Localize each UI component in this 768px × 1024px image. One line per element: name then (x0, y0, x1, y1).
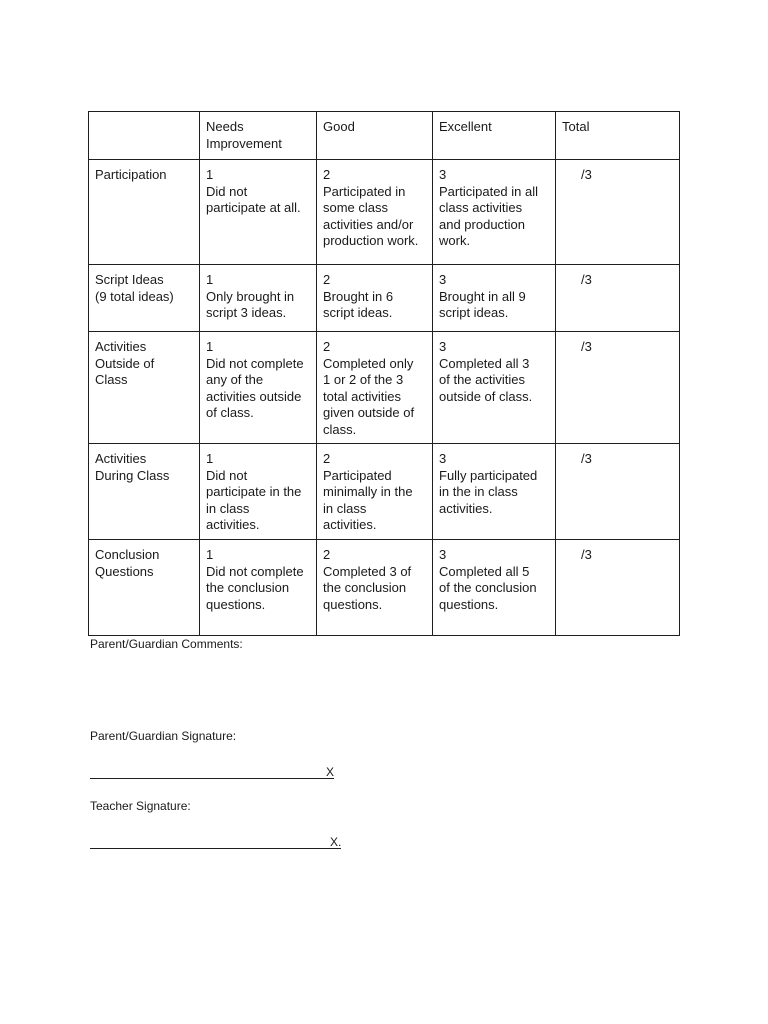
header-total: Total (556, 112, 680, 160)
criterion-cell: Script Ideas (9 total ideas) (89, 265, 200, 332)
criterion-cell: Activities During Class (89, 444, 200, 540)
header-good: Good (317, 112, 433, 160)
excellent-cell: 3 Fully participated in the in class activities. (433, 444, 556, 540)
header-blank-cell (89, 112, 200, 160)
total-cell: /3 (556, 160, 680, 265)
rubric-table (88, 111, 680, 636)
good-cell: 2 Participated minimally in the in class activities. (317, 444, 433, 540)
needs-improvement-cell: 1 Did not complete the conclusion questions. (200, 540, 317, 636)
good-cell: 2 Brought in 6 script ideas. (317, 265, 433, 332)
teacher-signature-mark: X. (330, 835, 342, 849)
table-row (89, 265, 680, 332)
excellent-cell: 3 Brought in all 9 script ideas. (433, 265, 556, 332)
parent-signature-mark: X (326, 765, 335, 779)
rubric-header-row (89, 112, 680, 160)
needs-improvement-cell: 1 Only brought in script 3 ideas. (200, 265, 317, 332)
teacher-signature-line[interactable] (90, 848, 341, 849)
excellent-cell: 3 Completed all 5 of the conclusion questions. (433, 540, 556, 636)
parent-comments-label: Parent/Guardian Comments: (90, 637, 243, 651)
parent-signature-line[interactable] (90, 778, 334, 779)
table-row (89, 160, 680, 265)
needs-improvement-cell: 1 Did not participate at all. (200, 160, 317, 265)
total-cell: /3 (556, 540, 680, 636)
parent-signature-label: Parent/Guardian Signature: (90, 729, 237, 743)
excellent-cell: 3 Participated in all class activities and production work. (433, 160, 556, 265)
good-cell: 2 Completed only 1 or 2 of the 3 total activities given outside of class. (317, 332, 433, 444)
teacher-signature-label: Teacher Signature: (90, 799, 191, 813)
header-needs-improvement: Needs Improvement (200, 112, 317, 160)
criterion-cell: Conclusion Questions (89, 540, 200, 636)
table-row (89, 332, 680, 444)
criterion-cell: Activities Outside of Class (89, 332, 200, 444)
total-cell: /3 (556, 332, 680, 444)
good-cell: 2 Completed 3 of the conclusion questions. (317, 540, 433, 636)
table-row (89, 444, 680, 540)
needs-improvement-cell: 1 Did not participate in the in class activities. (200, 444, 317, 540)
needs-improvement-cell: 1 Did not complete any of the activities outside of class. (200, 332, 317, 444)
total-cell: /3 (556, 265, 680, 332)
header-excellent: Excellent (433, 112, 556, 160)
excellent-cell: 3 Completed all 3 of the activities outside of class. (433, 332, 556, 444)
criterion-cell: Participation (89, 160, 200, 265)
total-cell: /3 (556, 444, 680, 540)
table-row (89, 540, 680, 636)
good-cell: 2 Participated in some class activities and/or production work. (317, 160, 433, 265)
